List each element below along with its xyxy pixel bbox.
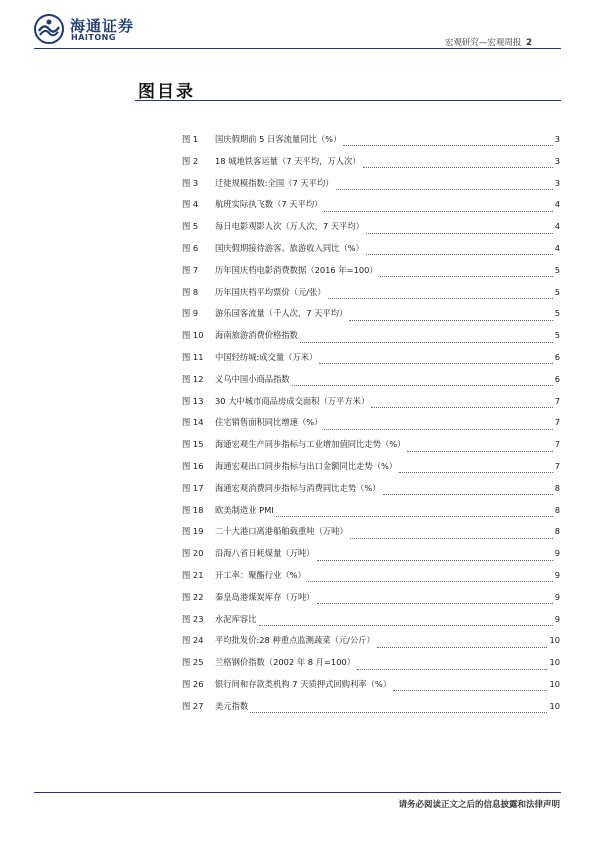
toc-entry-page: 10: [549, 700, 560, 711]
header-section-label: 宏观研究—宏观周报: [444, 38, 522, 48]
toc-title: 图目录: [138, 82, 195, 102]
toc-entry-page: 8: [554, 504, 560, 515]
header-page-number: 2: [526, 38, 532, 48]
toc-entry[interactable]: [182, 198, 560, 220]
toc-entry-page: 5: [554, 330, 560, 341]
toc-dot-leader: [363, 161, 553, 168]
toc-entry-page: 6: [554, 351, 560, 362]
toc-entry-label: 图 8: [182, 286, 199, 297]
toc-dot-leader: [259, 619, 553, 626]
toc-dot-leader: [328, 292, 553, 299]
toc-entry-page: 3: [554, 134, 560, 144]
toc-dot-leader: [399, 466, 553, 473]
toc-entry-page: 9: [554, 569, 560, 580]
toc-entry-page: 8: [554, 526, 560, 537]
toc-entry-title: 航班实际执飞数（7 天平均）: [215, 199, 323, 210]
toc-entry-page: 10: [549, 657, 560, 668]
toc-entry-label: 图 15: [182, 439, 204, 450]
toc-entry-page: 9: [554, 613, 560, 624]
toc-entry-title: 水泥库容比: [215, 613, 257, 624]
toc-entry-label: 图 26: [182, 678, 204, 689]
toc-entry-label: 图 20: [182, 548, 204, 559]
toc-entry[interactable]: [182, 373, 560, 395]
toc-dot-leader: [357, 663, 547, 670]
toc-entry-title: 中国轻纺城:成交量（万米）: [215, 351, 318, 362]
toc-entry-page: 5: [554, 286, 560, 297]
toc-dot-leader: [276, 510, 553, 517]
toc-entry-label: 图 2: [182, 155, 199, 166]
toc-entry-title: 国庆假期前 5 日客流量同比（%）: [215, 134, 342, 144]
toc-dot-leader: [250, 706, 547, 713]
toc-entry-page: 8: [554, 482, 560, 493]
toc-entry[interactable]: [182, 220, 560, 242]
toc-entry-page: 9: [554, 591, 560, 602]
toc-entry-title: 18 城地铁客运量（7 天平均，万人次）: [215, 155, 361, 166]
toc-entry[interactable]: [182, 656, 560, 678]
toc-entry-title: 30 大中城市商品房成交面积（万平方米）: [215, 395, 370, 406]
toc-dot-leader: [336, 183, 553, 190]
toc-entry-page: 4: [554, 242, 560, 253]
haitong-logo-icon: [34, 14, 64, 44]
page-header: [0, 0, 595, 55]
toc-entry-title: 银行间和存款类机构 7 天质押式回购利率（%）: [215, 678, 392, 689]
toc-entry[interactable]: [182, 329, 560, 351]
toc-entry-title: 游乐园客流量（千人次，7 天平均）: [215, 308, 348, 319]
toc-entry-label: 图 25: [182, 657, 204, 668]
toc-entry-title: 平均批发价:28 种重点监测蔬菜（元/公斤）: [215, 635, 375, 646]
toc-entry-title: 开工率：聚酯行业（%）: [215, 569, 306, 580]
figure-list: [182, 133, 560, 722]
toc-entry[interactable]: [182, 264, 560, 286]
header-section-info: [445, 36, 532, 48]
toc-entry-page: 7: [554, 460, 560, 471]
toc-entry-label: 图 5: [182, 221, 199, 232]
toc-entry[interactable]: [182, 307, 560, 329]
toc-entry[interactable]: [182, 395, 560, 417]
toc-entry-title: 历年国庆档平均票价（元/张）: [215, 286, 326, 297]
toc-entry-title: 二十大港口离港船舶载重吨（万吨）: [215, 526, 348, 537]
toc-entry-title: 海通宏观消费同步指标与消费同比走势（%）: [215, 482, 381, 493]
toc-entry[interactable]: [182, 351, 560, 373]
toc-dot-leader: [377, 641, 548, 648]
toc-entry-label: 图 21: [182, 569, 204, 580]
toc-dot-leader: [319, 357, 552, 364]
toc-entry-label: 图 12: [182, 373, 204, 384]
toc-entry-title: 海通宏观出口同步指标与出口金额同比走势（%）: [215, 460, 398, 471]
toc-dot-leader: [371, 401, 552, 408]
toc-entry-page: 9: [554, 548, 560, 559]
toc-dot-leader: [308, 575, 553, 582]
toc-entry[interactable]: [182, 700, 560, 722]
toc-entry-page: 10: [549, 678, 560, 689]
toc-entry-title: 沿海八省日耗煤量（万吨）: [215, 548, 315, 559]
toc-entry-label: 图 22: [182, 591, 204, 602]
toc-entry-label: 图 19: [182, 526, 204, 537]
logo-english-text: HAITONG: [71, 33, 116, 42]
toc-entry-page: 7: [554, 439, 560, 450]
toc-entry-page: 3: [554, 177, 560, 188]
toc-entry-title: 海通宏观生产同步指标与工业增加值同比走势（%）: [215, 439, 406, 450]
toc-entry-label: 图 14: [182, 417, 204, 428]
toc-entry-label: 图 3: [182, 177, 199, 188]
header-divider: [34, 48, 561, 49]
toc-dot-leader: [350, 532, 553, 539]
toc-entry-label: 图 27: [182, 700, 204, 711]
toc-dot-leader: [317, 554, 553, 561]
toc-entry-page: 4: [554, 199, 560, 210]
toc-dot-leader: [383, 488, 553, 495]
toc-entry-label: 图 4: [182, 199, 199, 210]
toc-entry-page: 4: [554, 221, 560, 232]
toc-entry-label: 图 11: [182, 351, 204, 362]
toc-entry[interactable]: [182, 242, 560, 264]
toc-entry-page: 7: [554, 417, 560, 428]
toc-dot-leader: [349, 314, 552, 321]
toc-entry-title: 海南旅游消费价格指数: [215, 330, 298, 341]
toc-entry-label: 图 10: [182, 330, 204, 341]
toc-entry-title: 兰格钢价指数（2002 年 8 月=100）: [215, 657, 356, 668]
toc-entry-label: 图 7: [182, 264, 199, 275]
toc-entry-label: 图 23: [182, 613, 204, 624]
toc-entry-label: 图 24: [182, 635, 204, 646]
toc-entry-title: 国庆假期接待游客、旅游收入同比（%）: [215, 242, 364, 253]
haitong-logo: [34, 14, 174, 44]
toc-entry-page: 10: [549, 635, 560, 646]
toc-entry[interactable]: [182, 416, 560, 438]
toc-dot-leader: [324, 205, 552, 212]
toc-dot-leader: [324, 423, 552, 430]
toc-entry-label: 图 13: [182, 395, 204, 406]
toc-entry[interactable]: [182, 569, 560, 591]
toc-entry-title: 欧美制造业 PMI: [215, 504, 274, 515]
toc-dot-leader: [300, 336, 553, 343]
toc-entry-title: 秦皇岛港煤炭库存（万吨）: [215, 591, 315, 602]
toc-entry[interactable]: [182, 613, 560, 635]
toc-entry[interactable]: [182, 133, 560, 155]
toc-entry-title: 义乌中国小商品指数: [215, 373, 290, 384]
toc-dot-leader: [407, 445, 552, 452]
toc-entry-label: 图 18: [182, 504, 204, 515]
footer-divider: [34, 792, 561, 793]
toc-entry[interactable]: [182, 678, 560, 700]
toc-entry-label: 图 1: [182, 134, 199, 144]
toc-entry[interactable]: [182, 525, 560, 547]
toc-entry-label: 图 17: [182, 482, 204, 493]
toc-dot-leader: [366, 227, 553, 234]
toc-entry[interactable]: [182, 634, 560, 656]
toc-entry[interactable]: [182, 591, 560, 613]
footer-disclaimer: 请务必阅读正文之后的信息披露和法律声明: [398, 800, 560, 810]
toc-entry-label: 图 6: [182, 242, 199, 253]
toc-dot-leader: [366, 248, 553, 255]
toc-entry-label: 图 16: [182, 460, 204, 471]
toc-entry-title: 美元指数: [215, 700, 249, 711]
toc-dot-leader: [292, 379, 553, 386]
toc-entry-label: 图 9: [182, 308, 199, 319]
toc-entry[interactable]: [182, 482, 560, 504]
toc-entry-title: 迁徙规模指数:全国（7 天平均）: [215, 177, 334, 188]
toc-title-underline: [135, 100, 561, 101]
toc-entry[interactable]: [182, 286, 560, 308]
toc-entry-title: 住宅销售面积同比增速（%）: [215, 417, 323, 428]
toc-entry[interactable]: [182, 155, 560, 177]
toc-entry-page: 7: [554, 395, 560, 406]
toc-entry-title: 历年国庆档电影消费数据（2016 年=100）: [215, 264, 378, 275]
toc-entry[interactable]: [182, 460, 560, 482]
toc-entry[interactable]: [182, 438, 560, 460]
toc-entry-title: 每日电影观影人次（万人次，7 天平均）: [215, 221, 364, 232]
toc-dot-leader: [380, 270, 553, 277]
toc-entry[interactable]: [182, 547, 560, 569]
toc-entry[interactable]: [182, 504, 560, 526]
toc-entry-page: 3: [554, 155, 560, 166]
logo-chinese-text: 海通证券: [70, 17, 135, 35]
toc-dot-leader: [393, 684, 547, 691]
toc-entry[interactable]: [182, 177, 560, 199]
toc-entry-page: 6: [554, 373, 560, 384]
toc-dot-leader: [343, 139, 552, 146]
toc-entry-page: 5: [554, 308, 560, 319]
toc-entry-page: 5: [554, 264, 560, 275]
toc-dot-leader: [317, 597, 553, 604]
